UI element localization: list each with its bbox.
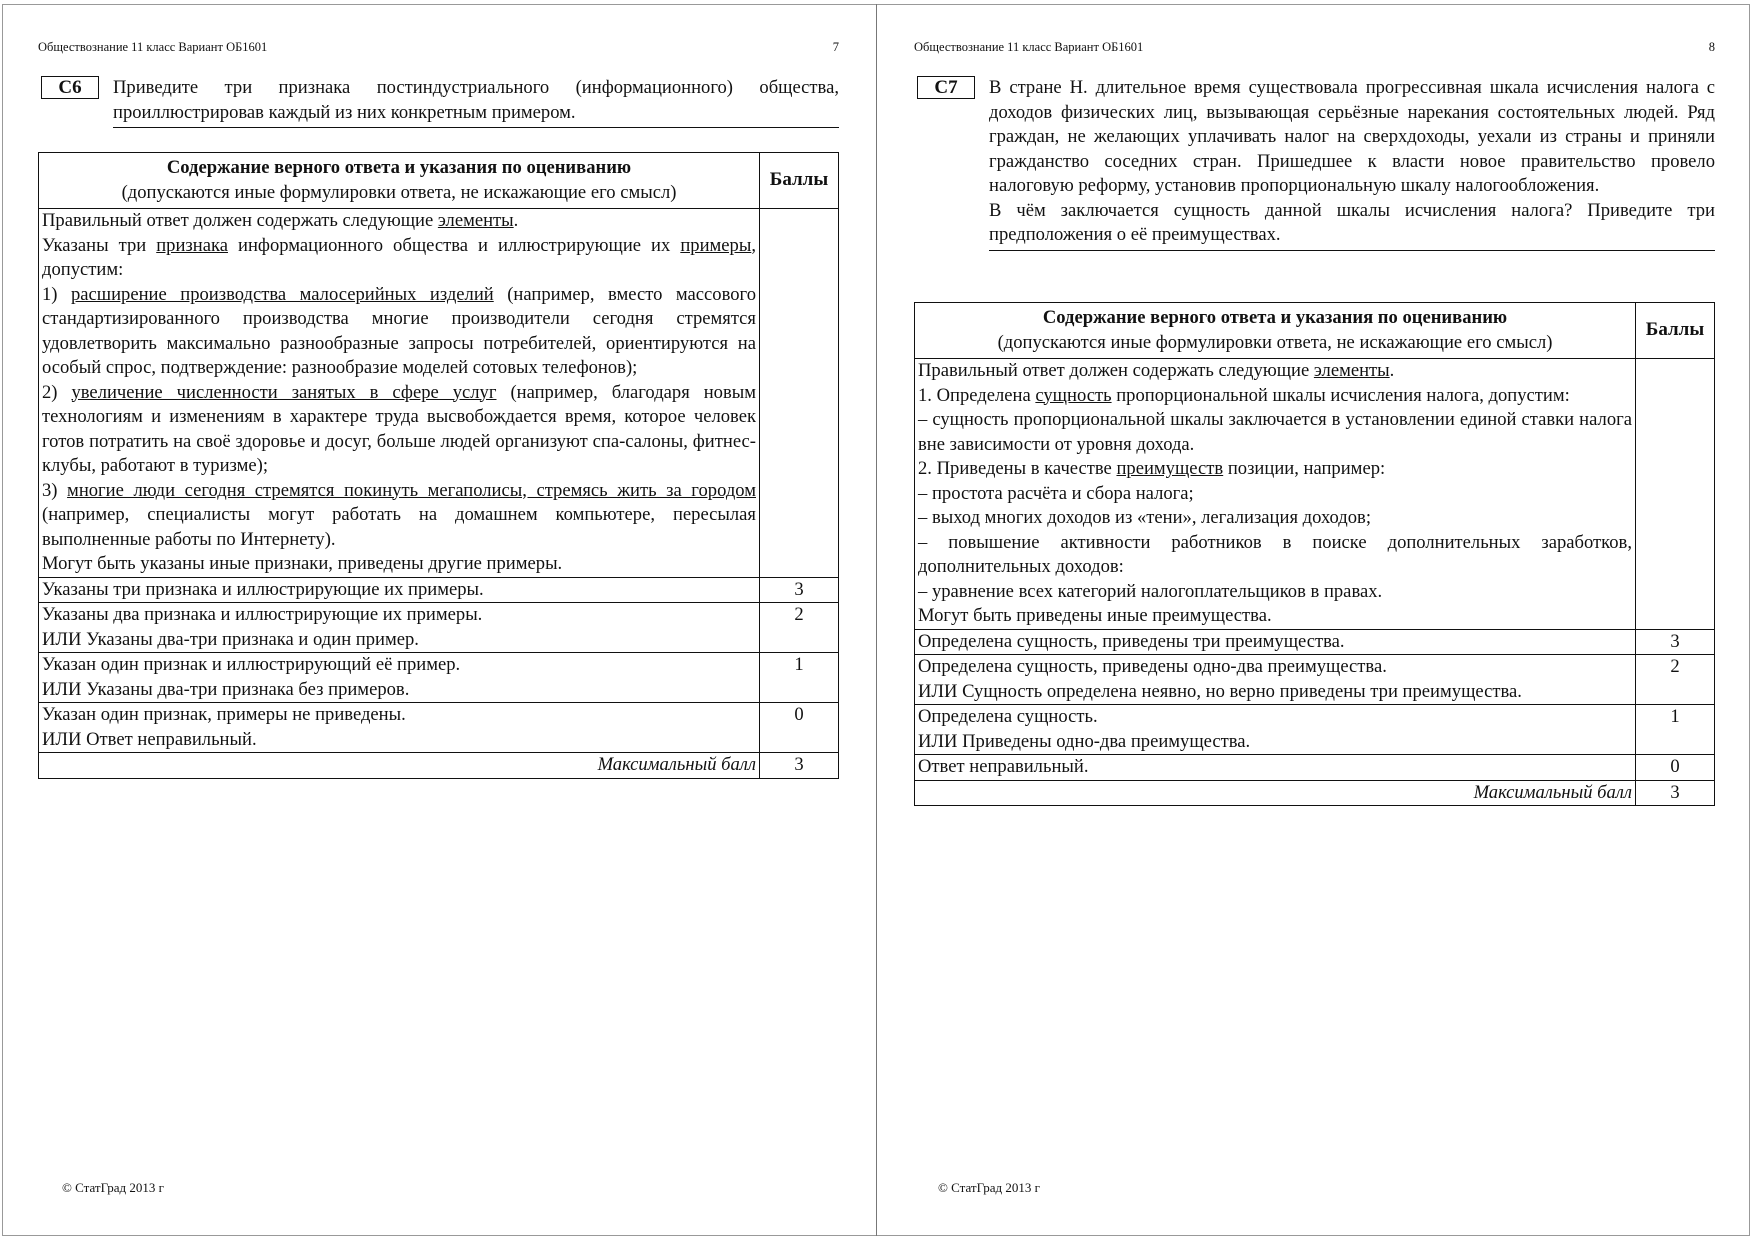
criterion-line: Определена сущность, приведены три преимущества.: [918, 630, 1345, 652]
max-score-value: 3: [1636, 780, 1715, 806]
max-score-label: Максимальный балл: [915, 780, 1636, 806]
text-fragment: позиции, например:: [1223, 458, 1386, 479]
criterion-line: ИЛИ Указаны два-три признака без примеров.: [42, 678, 410, 700]
answer-bullet: – выход многих доходов из «тени», легализация доходов;: [918, 507, 1372, 528]
item-number: 1): [42, 283, 71, 305]
criterion-line: Определена сущность.: [918, 706, 1098, 727]
answer-closing: Могут быть указаны иные признаки, приведены другие примеры.: [42, 553, 563, 574]
text-fragment: пропорциональной шкалы исчисления налога, допустим:: [1111, 384, 1570, 406]
scoring-table: [914, 302, 1715, 806]
underlined-term: примеры: [680, 234, 752, 256]
answer-intro: Правильный ответ должен содержать следующие: [918, 360, 1314, 381]
task-question: В чём заключается сущность данной шкалы исчисления налога? Приведите три предположения о её преимуществах.: [989, 199, 1715, 245]
text-fragment: (например, вместо массового стандартизированного производства многие производители сегодня стремятся удовлетворить максимально разнообразные запросы потребителей, ориентируются на особый спрос, подтверждение: разнообразие моделей сотовых телефонов);: [42, 283, 756, 378]
underlined-term: признака: [156, 234, 228, 256]
score-row: [915, 705, 1715, 755]
max-score-value: 3: [760, 753, 839, 779]
criterion-cell: [915, 755, 1636, 781]
underlined-term: сущность: [1035, 384, 1112, 406]
page-footer: © СтатГрад 2013 г: [938, 1180, 1040, 1195]
table-header-row: [915, 303, 1715, 359]
task-text: Приведите три признака постиндустриального (информационного) общества, проиллюстрировав каждый из них конкретным примером.: [113, 76, 839, 128]
header-points: Баллы: [1636, 303, 1715, 359]
criterion-cell: [39, 653, 760, 703]
criterion-cell: [39, 603, 760, 653]
score-value: 1: [760, 653, 839, 703]
text-fragment: (например, специалисты могут работать на домашнем компьютере, пересылая выполненные работы по Интернету).: [42, 504, 756, 550]
criterion-cell: [39, 703, 760, 753]
header-text: Обществознание 11 класс Вариант ОБ1601: [38, 40, 268, 54]
answer-points-cell: [760, 209, 839, 578]
criterion-line: ИЛИ Приведены одно-два преимущества.: [918, 730, 1251, 752]
criterion-line: Указаны два признака и иллюстрирующие их примеры.: [42, 604, 483, 625]
table-header-content: [39, 153, 760, 209]
score-row: [39, 653, 839, 703]
score-value: 2: [760, 603, 839, 653]
criterion-cell: [915, 629, 1636, 655]
task-code: С6: [41, 76, 99, 99]
underlined-term: элементы: [437, 210, 514, 231]
score-value: 0: [760, 703, 839, 753]
header-note: (допускаются иные формулировки ответа, не искажающие его смысл): [997, 331, 1553, 353]
criterion-cell: [39, 577, 760, 603]
max-score-row: [39, 753, 839, 779]
criterion-line: Указаны три признака и иллюстрирующие их примеры.: [42, 578, 484, 600]
answer-intro: Правильный ответ должен содержать следующие: [42, 210, 438, 231]
score-value: 3: [1636, 629, 1715, 655]
answer-bullet: – уравнение всех категорий налогоплательщиков в правах.: [918, 580, 1383, 602]
criterion-cell: [915, 655, 1636, 705]
header-note: (допускаются иные формулировки ответа, не искажающие его смысл): [121, 181, 677, 203]
task-text: [989, 76, 1715, 251]
item-number: 3): [42, 479, 68, 501]
item-number: 2): [42, 381, 72, 403]
answer-points-cell: [1636, 359, 1715, 630]
answer-row: [39, 209, 839, 578]
max-score-label: Максимальный балл: [39, 753, 760, 779]
criterion-line: Ответ неправильный.: [918, 756, 1089, 777]
criterion-cell: [915, 705, 1636, 755]
underlined-term: многие люди сегодня стремятся покинуть мегаполисы, стремясь жить за городом: [67, 479, 756, 501]
answer-bullet: – простота расчёта и сбора налога;: [918, 482, 1194, 504]
task-c7: [914, 76, 1715, 251]
text-fragment: .: [1389, 360, 1395, 381]
answer-row: [915, 359, 1715, 630]
text-fragment: .: [513, 210, 519, 231]
score-value: 2: [1636, 655, 1715, 705]
page-right: [914, 0, 1715, 1239]
text-fragment: (например, благодаря новым технологиям и изменениям в характере труда высвобождается время, которое человек готов потратить на своё здоровье и досуг, больше людей организуют спа-салоны, фитнес-клубы, работают в туризме);: [42, 381, 757, 476]
criterion-line: ИЛИ Ответ неправильный.: [42, 728, 257, 750]
answer-bullet: – повышение активности работников в поиске дополнительных заработков, дополнительных доходов:: [918, 531, 1632, 577]
header-text: Обществознание 11 класс Вариант ОБ1601: [914, 40, 1144, 54]
task-paragraph: В стране Н. длительное время существовала прогрессивная шкала исчисления налога с доходов физических лиц, вызывающая серьёзные нарекания состоятельных людей. Ряд граждан, не желающих уплачивать налог на сверхдоходы, уехали из страны и приняли гражданство соседних стран. Пришедшее к власти новое правительство провело налоговую реформу, установив пропорциональную шкалу налогообложения.: [989, 77, 1715, 196]
answer-line: – сущность пропорциональной шкалы заключается в установлении единой ставки налога вне зависимости от уровня дохода.: [918, 409, 1632, 455]
page-number: 7: [832, 40, 839, 54]
criterion-line: Указан один признак, примеры не приведены.: [42, 704, 406, 725]
criterion-line: Указан один признак и иллюстрирующий её пример.: [42, 654, 461, 675]
page-footer: © СтатГрад 2013 г: [62, 1180, 164, 1195]
text-fragment: Указаны три: [42, 234, 157, 256]
answer-closing: Могут быть приведены иные преимущества.: [918, 605, 1272, 626]
criterion-line: ИЛИ Сущность определена неявно, но верно приведены три преимущества.: [918, 680, 1522, 702]
criterion-line: ИЛИ Указаны два-три признака и один пример.: [42, 628, 419, 650]
max-score-row: [915, 780, 1715, 806]
answer-content: [915, 359, 1636, 630]
underlined-term: увеличение численности занятых в сфере услуг: [71, 381, 497, 403]
score-value: 0: [1636, 755, 1715, 781]
text-fragment: 1. Определена: [918, 384, 1036, 406]
text-fragment: , допустим:: [42, 234, 756, 280]
page-header: [38, 40, 839, 55]
score-row: [39, 603, 839, 653]
underlined-term: расширение производства малосерийных изделий: [70, 283, 494, 305]
score-row: [39, 703, 839, 753]
scoring-table: [38, 152, 839, 779]
table-header-content: [915, 303, 1636, 359]
score-value: 3: [760, 577, 839, 603]
score-value: 1: [1636, 705, 1715, 755]
header-title: Содержание верного ответа и указания по оцениванию: [166, 157, 632, 178]
criterion-line: Определена сущность, приведены одно-два преимущества.: [918, 656, 1387, 677]
text-fragment: информационного общества и иллюстрирующие их: [228, 234, 681, 256]
underlined-term: элементы: [1313, 360, 1390, 381]
header-title: Содержание верного ответа и указания по оцениванию: [1042, 307, 1508, 328]
underlined-term: преимуществ: [1116, 458, 1224, 479]
text-fragment: 2. Приведены в качестве: [918, 458, 1117, 479]
header-points: Баллы: [760, 153, 839, 209]
page-number: 8: [1708, 40, 1715, 54]
page-header: [914, 40, 1715, 55]
task-code: С7: [917, 76, 975, 99]
page-left: [38, 0, 839, 1239]
score-row: [915, 655, 1715, 705]
score-row: [915, 629, 1715, 655]
score-row: [39, 577, 839, 603]
answer-content: [39, 209, 760, 578]
table-header-row: [39, 153, 839, 209]
score-row: [915, 755, 1715, 781]
page-divider: [876, 4, 877, 1236]
task-c6: [38, 76, 839, 128]
